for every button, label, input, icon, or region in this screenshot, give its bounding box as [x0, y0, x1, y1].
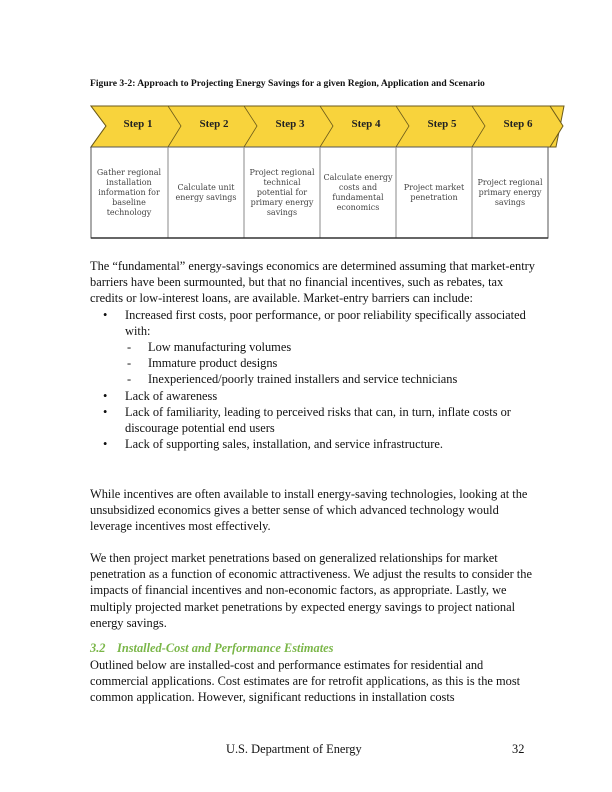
- barrier-subitem: - Immature product designs: [125, 355, 535, 371]
- footer-organization: U.S. Department of Energy: [226, 742, 362, 756]
- barrier-sublist: [125, 339, 535, 388]
- paragraph-incentives: While incentives are often available to install energy-saving technologies, looking at the unsubsidized economics gives a better sense of which advanced technology would leverage incentives most effectively.: [90, 487, 528, 534]
- barrier-item: [90, 307, 535, 388]
- process-diagram: [86, 104, 566, 244]
- section-number: 3.2: [90, 641, 106, 655]
- step-1-label: Step 1: [123, 118, 153, 130]
- barrier-text: Increased first costs, poor performance, or poor reliability specifically associated with:: [125, 307, 526, 338]
- barrier-subitem: - Low manufacturing volumes: [125, 339, 535, 355]
- page-number: 32: [512, 742, 525, 756]
- step-4-description: Calculate energy costs and fundamental economics: [323, 173, 393, 212]
- figure-caption: Figure 3-2: Approach to Projecting Energy Savings for a given Region, Application and Scenario: [90, 78, 485, 89]
- step-3-label: Step 3: [275, 118, 305, 130]
- step-1-description: Gather regional installation information for baseline technology: [96, 168, 162, 217]
- step-2-description: Calculate unit energy savings: [175, 183, 237, 202]
- paragraph-market-penetration: We then project market penetrations based on generalized relationships for market penetration as a function of economic attractiveness. We adjust the results to consider the impacts of financial incentives and non-economic factors, as appropriate. Lastly, we multiply projected market penetrations by expected energy savings to project national energy savings.: [90, 551, 532, 630]
- step-5-description: Project market penetration: [403, 183, 465, 202]
- section-heading: [90, 641, 334, 656]
- step-4-label: Step 4: [351, 118, 381, 130]
- step-6-description: Project regional primary energy savings: [477, 178, 543, 207]
- barrier-item: • Lack of supporting sales, installation, and service infrastructure.: [90, 436, 535, 452]
- step-3-description: Project regional technical potential for primary energy savings: [249, 168, 315, 217]
- section-title: Installed-Cost and Performance Estimates: [117, 641, 334, 655]
- paragraph-installed-cost: Outlined below are installed-cost and performance estimates for residential and commercial applications. Cost estimates are for retrofit applications, as this is the most common application. However, significant reductions in installation costs: [90, 658, 521, 705]
- paragraph-fundamental-economics: The “fundamental” energy-savings economics are determined assuming that market-entry barriers have been surmounted, but that no financial incentives, such as rebates, tax credits or low-interest loans, are available. Market-entry barriers can include:: [90, 259, 535, 306]
- barriers-list: [90, 307, 535, 453]
- barrier-item: • Lack of familiarity, leading to perceived risks that can, in turn, inflate costs or discourage potential end users: [90, 404, 535, 436]
- step-2-label: Step 2: [199, 118, 229, 130]
- barrier-item: • Lack of awareness: [90, 388, 535, 404]
- barriers-section: [90, 258, 535, 452]
- step-6-label: Step 6: [503, 118, 533, 130]
- barrier-subitem: - Inexperienced/poorly trained installers and service technicians: [125, 371, 535, 387]
- step-5-label: Step 5: [427, 118, 457, 130]
